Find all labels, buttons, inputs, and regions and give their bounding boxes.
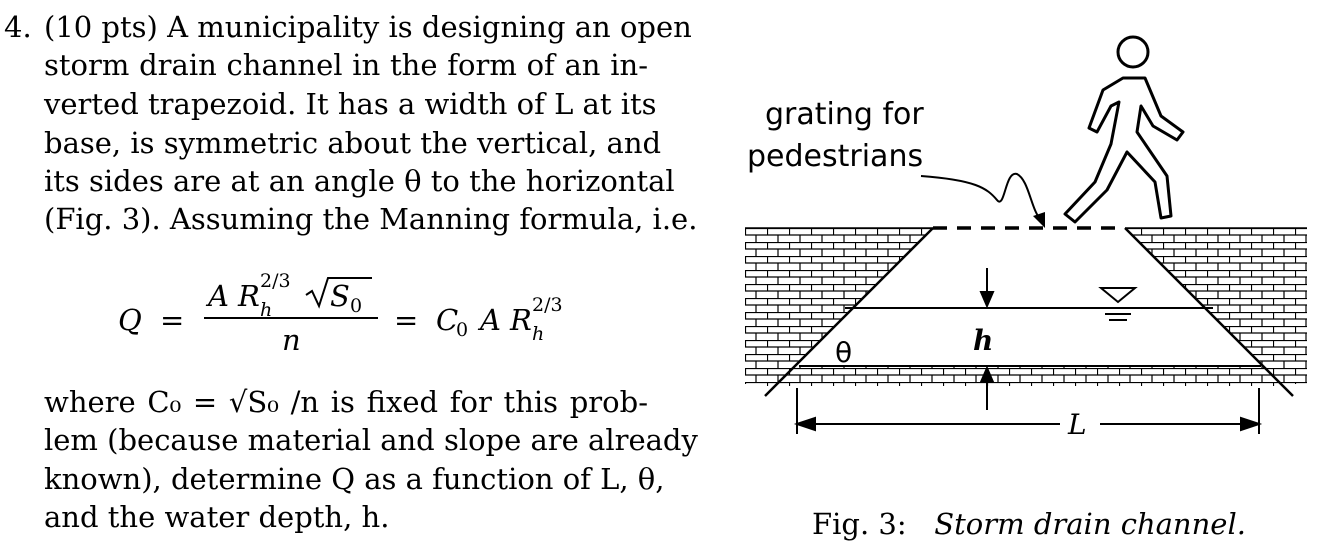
text-line-9: known), determine Q as a function of L, θ, [44,462,665,496]
text-line-2: storm drain channel in the form of an in- [44,48,648,82]
eq-rhs-A: A [480,303,501,337]
text-line-7: where C₀ = √S₀ /n is fixed for this prob- [44,385,648,419]
eq-equals-1: = [160,303,185,337]
eq-rhs-R: R [510,303,532,337]
problem-number: 4. [4,10,32,44]
text-line-8: lem (because material and slope are already [44,423,698,457]
text-line-6: (Fig. 3). Assuming the Manning formula, i.e. [44,202,698,236]
eq-den-n: n [282,323,301,357]
eq-num-S: S [330,279,350,313]
h-label: h [973,324,994,357]
pedestrian-icon [1065,37,1183,222]
eq-num-R: R [238,279,260,313]
eq-equals-2: = [394,303,419,337]
theta-label: θ [835,336,853,369]
caption-text: Storm drain channel. [934,507,1246,541]
grating-label-line2: pedestrians [747,139,924,174]
text-line-3: verted trapezoid. It has a width of L at its [44,87,657,121]
eq-lhs-Q: Q [118,303,142,337]
L-dimension [797,388,1259,434]
eq-num-sub: h [260,299,273,321]
grating-label-line1: grating for [765,97,924,132]
text-line-4: base, is symmetric about the vertical, and [44,126,662,160]
eq-rhs-exp: 2/3 [532,294,563,316]
sqrt-sign-1 [306,278,372,306]
text-line-5: its sides are at an angle θ to the horizontal [44,164,675,198]
water-level-symbol [1101,288,1135,320]
eq-rhs-C: C [436,303,459,337]
eq-rhs-sub: h [532,323,545,345]
eq-rhs-C-sub: 0 [456,319,469,341]
storm-drain-figure [735,20,1315,440]
L-label: L [1068,408,1087,440]
text-line-10: and the water depth, h. [44,500,390,534]
figure-caption [812,505,1246,543]
eq-num-exp: 2/3 [260,270,291,292]
text-line-1: (10 pts) A municipality is designing an open [44,10,692,44]
grating-pointer-arrow [921,174,1045,228]
eq-num-S-sub: 0 [350,295,363,317]
caption-prefix: Fig. 3: [812,507,907,541]
eq-num-A: A [208,279,229,313]
